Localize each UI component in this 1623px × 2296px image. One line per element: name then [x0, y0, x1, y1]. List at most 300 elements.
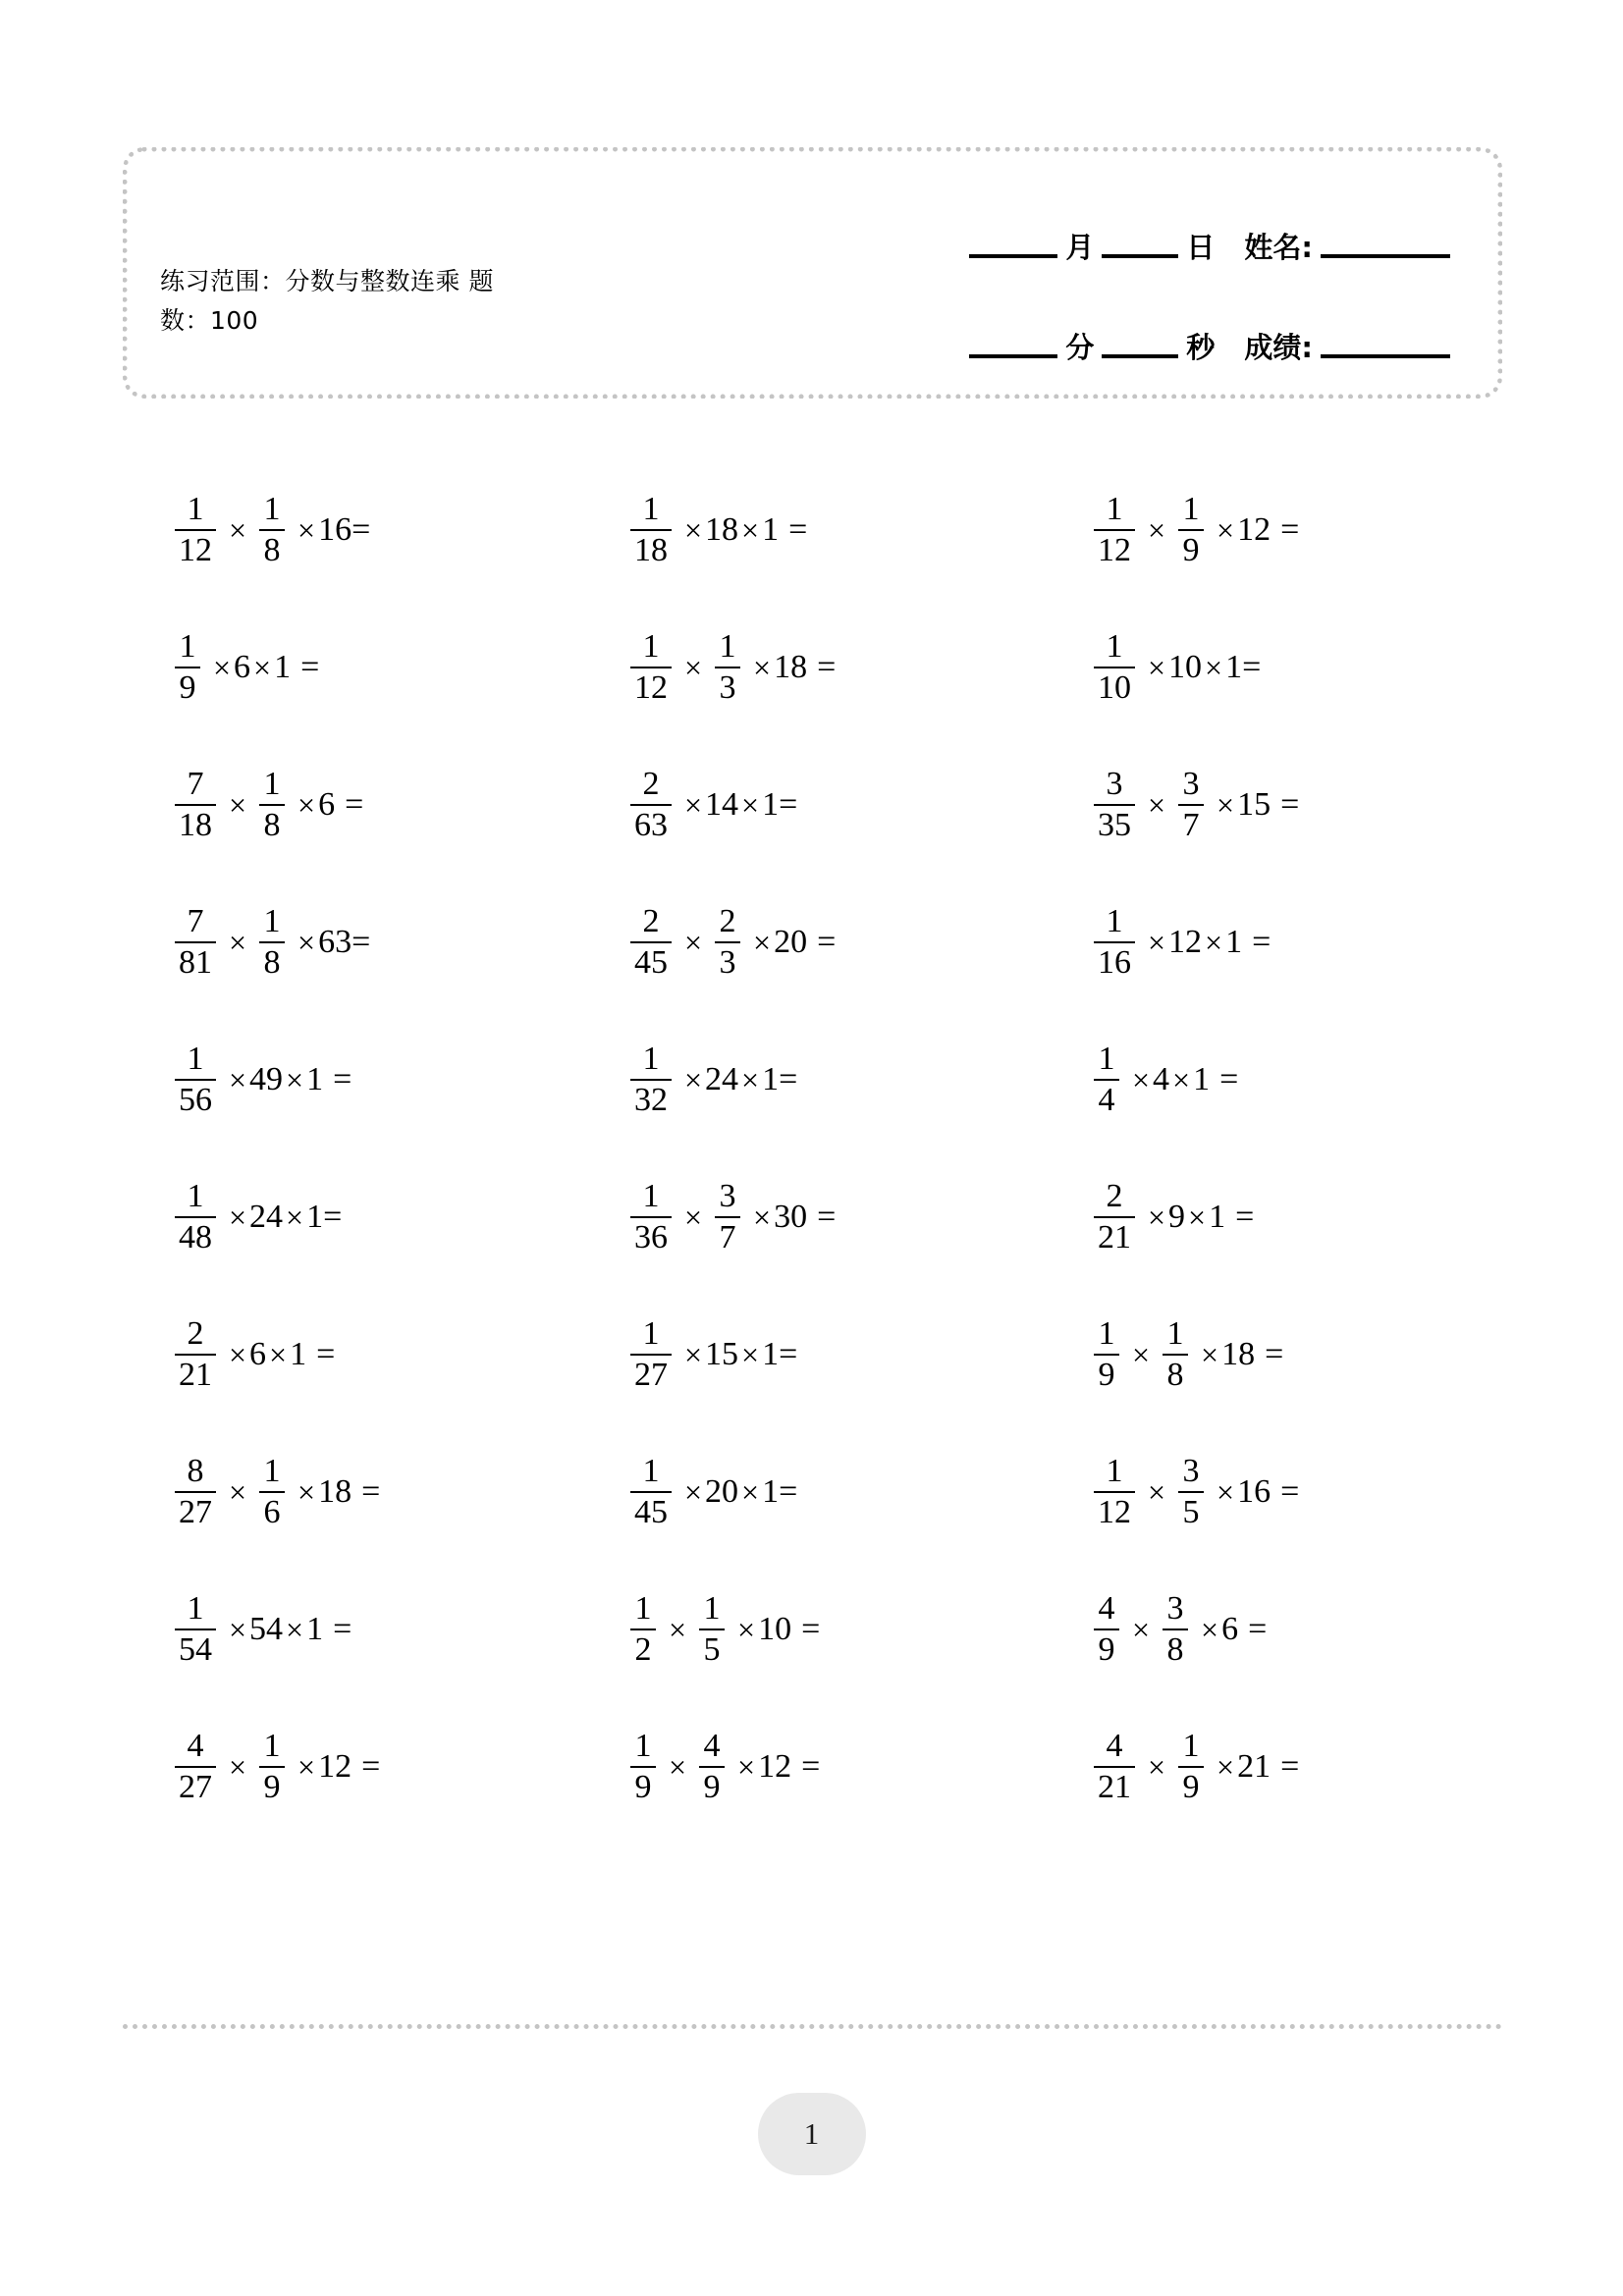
fraction-first-numerator: 2: [187, 1315, 204, 1353]
problem-expression: [174, 629, 319, 705]
equals-sign: =: [1252, 924, 1271, 960]
name-label: 姓名:: [1244, 231, 1313, 264]
fraction-second-denominator: 7: [719, 1219, 736, 1255]
problem-cell[interactable]: [582, 1148, 1042, 1286]
fraction-second-numerator: 1: [263, 1453, 281, 1490]
fraction-first-bar: [175, 804, 216, 806]
fraction-first: [175, 1729, 216, 1804]
fraction-second: [259, 492, 285, 567]
integer-operand-2: 1: [762, 511, 780, 548]
fraction-second-numerator: 1: [263, 1728, 281, 1765]
fraction-first-bar: [175, 1216, 216, 1218]
fraction-second: [1178, 1454, 1204, 1529]
fraction-second-bar: [715, 941, 740, 943]
fraction-first-denominator: 9: [1098, 1631, 1115, 1668]
fraction-second: [715, 904, 740, 980]
multiply-sign-2: ×: [737, 1612, 756, 1647]
multiply-sign-2: ×: [298, 787, 316, 823]
problem-expression: [629, 1591, 820, 1667]
fraction-first-numerator: 4: [187, 1728, 204, 1765]
multiply-sign-2: ×: [1217, 1749, 1235, 1785]
fraction-second-denominator: 5: [703, 1631, 721, 1668]
multiply-sign-2: ×: [269, 1337, 288, 1372]
fraction-second-denominator: 3: [719, 944, 736, 981]
problem-cell[interactable]: [1042, 1423, 1501, 1561]
fraction-first-denominator: 27: [634, 1357, 668, 1393]
integer-operand-2: 1: [290, 1336, 307, 1372]
multiply-sign-1: ×: [229, 1749, 247, 1785]
fraction-first-numerator: 7: [187, 903, 204, 940]
fraction-first: [1094, 1729, 1135, 1804]
fraction-second: [1178, 492, 1204, 567]
equals-sign: =: [1242, 649, 1262, 685]
multiply-sign-2: ×: [298, 512, 316, 548]
fraction-first-bar: [175, 1079, 216, 1081]
problem-cell[interactable]: [123, 736, 582, 874]
problem-expression: [1093, 904, 1271, 980]
integer-operand-1: 15: [705, 1336, 739, 1372]
problem-row: [123, 1148, 1502, 1286]
integer-operand: 20: [774, 924, 808, 960]
fraction-first: [175, 1179, 216, 1255]
multiply-sign-1: ×: [684, 787, 703, 823]
problem-cell[interactable]: [1042, 874, 1501, 1011]
equals-sign: =: [1280, 1748, 1300, 1785]
fraction-first-denominator: 27: [179, 1769, 212, 1805]
problem-cell[interactable]: [582, 874, 1042, 1011]
multiply-sign-1: ×: [684, 1474, 703, 1510]
problem-expression: [174, 1041, 352, 1117]
multiply-sign-1: ×: [229, 1337, 247, 1372]
fraction-first-numerator: 1: [642, 1315, 660, 1353]
fraction-first-denominator: 4: [1098, 1082, 1115, 1118]
name-input-line[interactable]: [1321, 254, 1450, 258]
fraction-first-denominator: 10: [1098, 669, 1131, 706]
problem-cell[interactable]: [1042, 1286, 1501, 1423]
problem-expression: [1093, 1041, 1238, 1117]
problem-cell[interactable]: [1042, 461, 1501, 599]
integer-operand: 21: [1237, 1748, 1271, 1785]
problem-expression: [174, 1316, 335, 1392]
fraction-second: [699, 1591, 725, 1667]
multiply-sign-2: ×: [298, 1749, 316, 1785]
problem-expression: [1093, 1316, 1283, 1392]
equals-sign: =: [361, 1473, 381, 1510]
problem-cell[interactable]: [1042, 599, 1501, 736]
problem-cell[interactable]: [123, 1423, 582, 1561]
problem-cell[interactable]: [123, 461, 582, 599]
problem-cell[interactable]: [582, 736, 1042, 874]
integer-operand-1: 24: [249, 1199, 284, 1235]
fraction-second-denominator: 8: [1166, 1357, 1184, 1393]
fraction-first-bar: [1094, 1629, 1119, 1630]
integer-operand-2: 1: [762, 1061, 780, 1097]
integer-operand: 15: [1237, 786, 1271, 823]
multiply-sign-1: ×: [684, 1200, 703, 1235]
equals-sign: =: [333, 1611, 352, 1647]
fraction-second: [1178, 1729, 1204, 1804]
fraction-second-bar: [1178, 804, 1204, 806]
multiply-sign-1: ×: [229, 1474, 247, 1510]
problem-expression: [174, 767, 363, 842]
equals-sign: =: [779, 1336, 798, 1372]
problem-cell[interactable]: [1042, 736, 1501, 874]
fraction-second-bar: [1178, 1491, 1204, 1493]
equals-sign: =: [345, 786, 364, 823]
problem-cell[interactable]: [582, 599, 1042, 736]
multiply-sign-2: ×: [1205, 650, 1223, 685]
fraction-first: [630, 1454, 672, 1529]
fraction-first-denominator: 35: [1098, 807, 1131, 843]
problem-cell[interactable]: [123, 1286, 582, 1423]
problem-expression: [629, 1041, 797, 1117]
fraction-first: [630, 904, 672, 980]
multiply-sign-1: ×: [684, 925, 703, 960]
fraction-first-bar: [175, 1491, 216, 1493]
multiply-sign-2: ×: [741, 1337, 760, 1372]
multiply-sign-1: ×: [669, 1749, 687, 1785]
fraction-first: [630, 1316, 672, 1392]
fraction-second-denominator: 8: [1166, 1631, 1184, 1668]
fraction-first-denominator: 21: [1098, 1769, 1131, 1805]
fraction-first-numerator: 2: [642, 766, 660, 803]
multiply-sign-2: ×: [298, 925, 316, 960]
problem-row: [123, 1561, 1502, 1698]
equals-sign: =: [1265, 1336, 1284, 1372]
day-input-line[interactable]: [1102, 254, 1178, 258]
minute-input-line[interactable]: [969, 354, 1057, 358]
fraction-first-denominator: 12: [1098, 1494, 1131, 1530]
integer-operand-2: 1: [762, 1336, 780, 1372]
fraction-second: [1163, 1316, 1188, 1392]
problem-cell[interactable]: [123, 874, 582, 1011]
equals-sign: =: [333, 1061, 352, 1097]
problem-cell[interactable]: [1042, 1698, 1501, 1836]
problem-cell[interactable]: [582, 1011, 1042, 1148]
fraction-first: [175, 629, 200, 705]
multiply-sign-1: ×: [229, 1612, 247, 1647]
equals-sign: =: [817, 649, 837, 685]
fraction-second-denominator: 8: [263, 807, 281, 843]
fraction-first-denominator: 18: [179, 807, 212, 843]
fraction-first-denominator: 36: [634, 1219, 668, 1255]
fraction-first-numerator: 1: [642, 1178, 660, 1215]
fraction-first-numerator: 1: [187, 1178, 204, 1215]
problem-cell[interactable]: [1042, 1148, 1501, 1286]
month-input-line[interactable]: [969, 254, 1057, 258]
integer-operand-2: 1: [1193, 1061, 1211, 1097]
problem-row: [123, 599, 1502, 736]
multiply-sign-2: ×: [1172, 1062, 1191, 1097]
fraction-second-numerator: 3: [1182, 766, 1200, 803]
fraction-second-bar: [1178, 529, 1204, 531]
integer-operand: 16: [318, 511, 352, 548]
integer-operand: 63: [318, 924, 352, 960]
worksheet-title-line1: 练习范围：分数与整数连乘 题: [160, 267, 494, 295]
fraction-first-denominator: 45: [634, 944, 668, 981]
fraction-second-numerator: 1: [1182, 1728, 1200, 1765]
fraction-second-numerator: 1: [1166, 1315, 1184, 1353]
integer-operand-2: 1: [306, 1611, 324, 1647]
fraction-first-bar: [630, 804, 672, 806]
problem-cell[interactable]: [123, 1698, 582, 1836]
fraction-second-numerator: 4: [703, 1728, 721, 1765]
fraction-first-numerator: 1: [1106, 903, 1123, 940]
multiply-sign-1: ×: [684, 1062, 703, 1097]
fraction-first-bar: [1094, 667, 1135, 668]
equals-sign: =: [1235, 1199, 1255, 1235]
fraction-first-numerator: 2: [642, 903, 660, 940]
fraction-first: [1094, 1179, 1135, 1255]
fraction-first-numerator: 1: [1098, 1315, 1115, 1353]
fraction-first: [1094, 904, 1135, 980]
problem-cell[interactable]: [582, 1423, 1042, 1561]
multiply-sign-2: ×: [286, 1612, 304, 1647]
equals-sign: =: [788, 511, 808, 548]
fraction-first-denominator: 54: [179, 1631, 212, 1668]
fraction-second: [715, 1179, 740, 1255]
fraction-first: [175, 767, 216, 842]
multiply-sign-2: ×: [1217, 787, 1235, 823]
meta-row-date: [808, 191, 1456, 268]
fraction-first-bar: [175, 1354, 216, 1356]
fraction-second-numerator: 1: [263, 903, 281, 940]
fraction-second-numerator: 1: [719, 628, 736, 666]
multiply-sign-1: ×: [229, 512, 247, 548]
fraction-first: [1094, 1454, 1135, 1529]
fraction-first-numerator: 4: [1106, 1728, 1123, 1765]
fraction-first-numerator: 3: [1106, 766, 1123, 803]
fraction-first-bar: [1094, 1079, 1119, 1081]
fraction-first-numerator: 7: [187, 766, 204, 803]
fraction-second-bar: [1163, 1354, 1188, 1356]
integer-operand-1: 9: [1168, 1199, 1186, 1235]
equals-sign: =: [1248, 1611, 1268, 1647]
multiply-sign-1: ×: [684, 650, 703, 685]
problem-cell[interactable]: [582, 1286, 1042, 1423]
fraction-second-bar: [259, 1766, 285, 1768]
integer-operand-1: 49: [249, 1061, 284, 1097]
multiply-sign-2: ×: [286, 1200, 304, 1235]
fraction-first: [630, 492, 672, 567]
fraction-first-numerator: 1: [1106, 1453, 1123, 1490]
problem-cell[interactable]: [582, 461, 1042, 599]
fraction-first-numerator: 1: [187, 1590, 204, 1628]
fraction-second-denominator: 9: [1182, 532, 1200, 568]
fraction-first-denominator: 12: [1098, 532, 1131, 568]
integer-operand-1: 6: [234, 649, 251, 685]
multiply-sign-1: ×: [1132, 1337, 1151, 1372]
integer-operand: 18: [1221, 1336, 1256, 1372]
equals-sign: =: [779, 1061, 798, 1097]
fraction-first-numerator: 1: [642, 628, 660, 666]
fraction-first-bar: [175, 1629, 216, 1630]
fraction-first-denominator: 48: [179, 1219, 212, 1255]
fraction-first-bar: [630, 1354, 672, 1356]
problem-expression: [629, 1729, 820, 1804]
multiply-sign-2: ×: [753, 1200, 772, 1235]
multiply-sign-1: ×: [229, 1200, 247, 1235]
multiply-sign-2: ×: [1201, 1612, 1219, 1647]
fraction-second-numerator: 1: [263, 491, 281, 528]
fraction-first-denominator: 16: [1098, 944, 1131, 981]
minute-label: 分: [1065, 331, 1095, 364]
fraction-first-bar: [1094, 1491, 1135, 1493]
fraction-first-denominator: 9: [179, 669, 196, 706]
multiply-sign-2: ×: [1217, 1474, 1235, 1510]
fraction-first: [1094, 1316, 1119, 1392]
fraction-second-bar: [699, 1629, 725, 1630]
multiply-sign-2: ×: [753, 925, 772, 960]
problem-cell[interactable]: [123, 1561, 582, 1698]
fraction-first-numerator: 1: [187, 491, 204, 528]
fraction-first-denominator: 12: [179, 532, 212, 568]
fraction-second-bar: [1178, 1766, 1204, 1768]
score-label: 成绩:: [1244, 331, 1313, 364]
integer-operand-1: 10: [1168, 649, 1203, 685]
fraction-second-bar: [259, 529, 285, 531]
multiply-sign-1: ×: [684, 1337, 703, 1372]
multiply-sign-2: ×: [1188, 1200, 1207, 1235]
multiply-sign-1: ×: [213, 650, 232, 685]
problem-row: [123, 736, 1502, 874]
problem-cell[interactable]: [1042, 1561, 1501, 1698]
equals-sign: =: [1280, 511, 1300, 548]
equals-sign: =: [779, 1473, 798, 1510]
fraction-first-bar: [175, 941, 216, 943]
multiply-sign-1: ×: [669, 1612, 687, 1647]
integer-operand-2: 1: [1209, 1199, 1226, 1235]
multiply-sign-2: ×: [1205, 925, 1223, 960]
multiply-sign-2: ×: [253, 650, 272, 685]
fraction-first-denominator: 32: [634, 1082, 668, 1118]
fraction-second-denominator: 9: [703, 1769, 721, 1805]
fraction-first: [630, 1591, 656, 1667]
fraction-first-bar: [630, 1216, 672, 1218]
problem-expression: [1093, 1179, 1254, 1255]
fraction-second: [699, 1729, 725, 1804]
fraction-second-bar: [715, 1216, 740, 1218]
problem-cell[interactable]: [123, 1011, 582, 1148]
fraction-first-numerator: 1: [1106, 628, 1123, 666]
fraction-second-numerator: 3: [1166, 1590, 1184, 1628]
page-number-badge: [758, 2093, 866, 2175]
multiply-sign-2: ×: [741, 1062, 760, 1097]
problem-row: [123, 1011, 1502, 1148]
fraction-second-numerator: 3: [1182, 1453, 1200, 1490]
problem-cell[interactable]: [1042, 1011, 1501, 1148]
problem-expression: [629, 1316, 797, 1392]
problem-expression: [1093, 1591, 1267, 1667]
fraction-first-bar: [175, 667, 200, 668]
equals-sign: =: [817, 924, 837, 960]
fraction-second-denominator: 5: [1182, 1494, 1200, 1530]
equals-sign: =: [361, 1748, 381, 1785]
problem-expression: [1093, 492, 1299, 567]
day-label: 日: [1186, 231, 1216, 264]
meta-row-time: [808, 292, 1456, 368]
fraction-first-denominator: 21: [179, 1357, 212, 1393]
worksheet-meta-block: [808, 191, 1456, 368]
fraction-second: [1178, 767, 1204, 842]
second-input-line[interactable]: [1102, 354, 1178, 358]
problem-cell[interactable]: [582, 1698, 1042, 1836]
fraction-first-bar: [1094, 941, 1135, 943]
fraction-first-denominator: 81: [179, 944, 212, 981]
page-number: 1: [803, 2116, 820, 2151]
multiply-sign-2: ×: [1217, 512, 1235, 548]
equals-sign: =: [1280, 1473, 1300, 1510]
fraction-first-numerator: 1: [642, 1041, 660, 1078]
integer-operand-2: 1: [306, 1061, 324, 1097]
fraction-first-numerator: 1: [642, 1453, 660, 1490]
problem-cell[interactable]: [582, 1561, 1042, 1698]
fraction-first: [1094, 492, 1135, 567]
problem-expression: [174, 492, 370, 567]
fraction-first: [630, 629, 672, 705]
equals-sign: =: [316, 1336, 336, 1372]
multiply-sign-1: ×: [229, 787, 247, 823]
fraction-first-denominator: 9: [1098, 1357, 1115, 1393]
fraction-first-numerator: 1: [634, 1590, 652, 1628]
integer-operand-2: 1: [762, 786, 780, 823]
problem-expression: [174, 1591, 352, 1667]
integer-operand: 10: [758, 1611, 792, 1647]
fraction-second: [259, 904, 285, 980]
fraction-first-denominator: 12: [634, 669, 668, 706]
problem-row: [123, 461, 1502, 599]
fraction-first-numerator: 1: [634, 1728, 652, 1765]
multiply-sign-1: ×: [1148, 787, 1166, 823]
problem-cell[interactable]: [123, 599, 582, 736]
multiply-sign-1: ×: [1148, 650, 1166, 685]
problem-row: [123, 874, 1502, 1011]
multiply-sign-1: ×: [1148, 1200, 1166, 1235]
fraction-first-denominator: 45: [634, 1494, 668, 1530]
integer-operand-2: 1: [762, 1473, 780, 1510]
footer-divider: [123, 2024, 1502, 2029]
fraction-second-bar: [699, 1766, 725, 1768]
fraction-first: [1094, 1041, 1119, 1117]
fraction-second-denominator: 9: [263, 1769, 281, 1805]
integer-operand-1: 24: [705, 1061, 739, 1097]
fraction-first: [175, 1041, 216, 1117]
problem-expression: [174, 1179, 342, 1255]
problem-expression: [629, 1179, 836, 1255]
fraction-first-numerator: 1: [642, 491, 660, 528]
fraction-first-bar: [630, 1629, 656, 1630]
equals-sign: =: [817, 1199, 837, 1235]
problem-cell[interactable]: [123, 1148, 582, 1286]
multiply-sign-1: ×: [1148, 925, 1166, 960]
fraction-first-denominator: 9: [634, 1769, 652, 1805]
integer-operand-2: 1: [1225, 924, 1243, 960]
fraction-first-bar: [630, 1079, 672, 1081]
multiply-sign-2: ×: [741, 1474, 760, 1510]
integer-operand: 6: [1221, 1611, 1239, 1647]
multiply-sign-1: ×: [1148, 1474, 1166, 1510]
fraction-first: [175, 492, 216, 567]
fraction-first-bar: [630, 1491, 672, 1493]
fraction-second: [259, 767, 285, 842]
fraction-first-bar: [630, 1766, 656, 1768]
integer-operand: 18: [774, 649, 808, 685]
worksheet-title-line2: 数：100: [160, 306, 259, 335]
problem-expression: [174, 1729, 380, 1804]
multiply-sign-2: ×: [741, 787, 760, 823]
score-input-line[interactable]: [1321, 354, 1450, 358]
fraction-first: [175, 1591, 216, 1667]
